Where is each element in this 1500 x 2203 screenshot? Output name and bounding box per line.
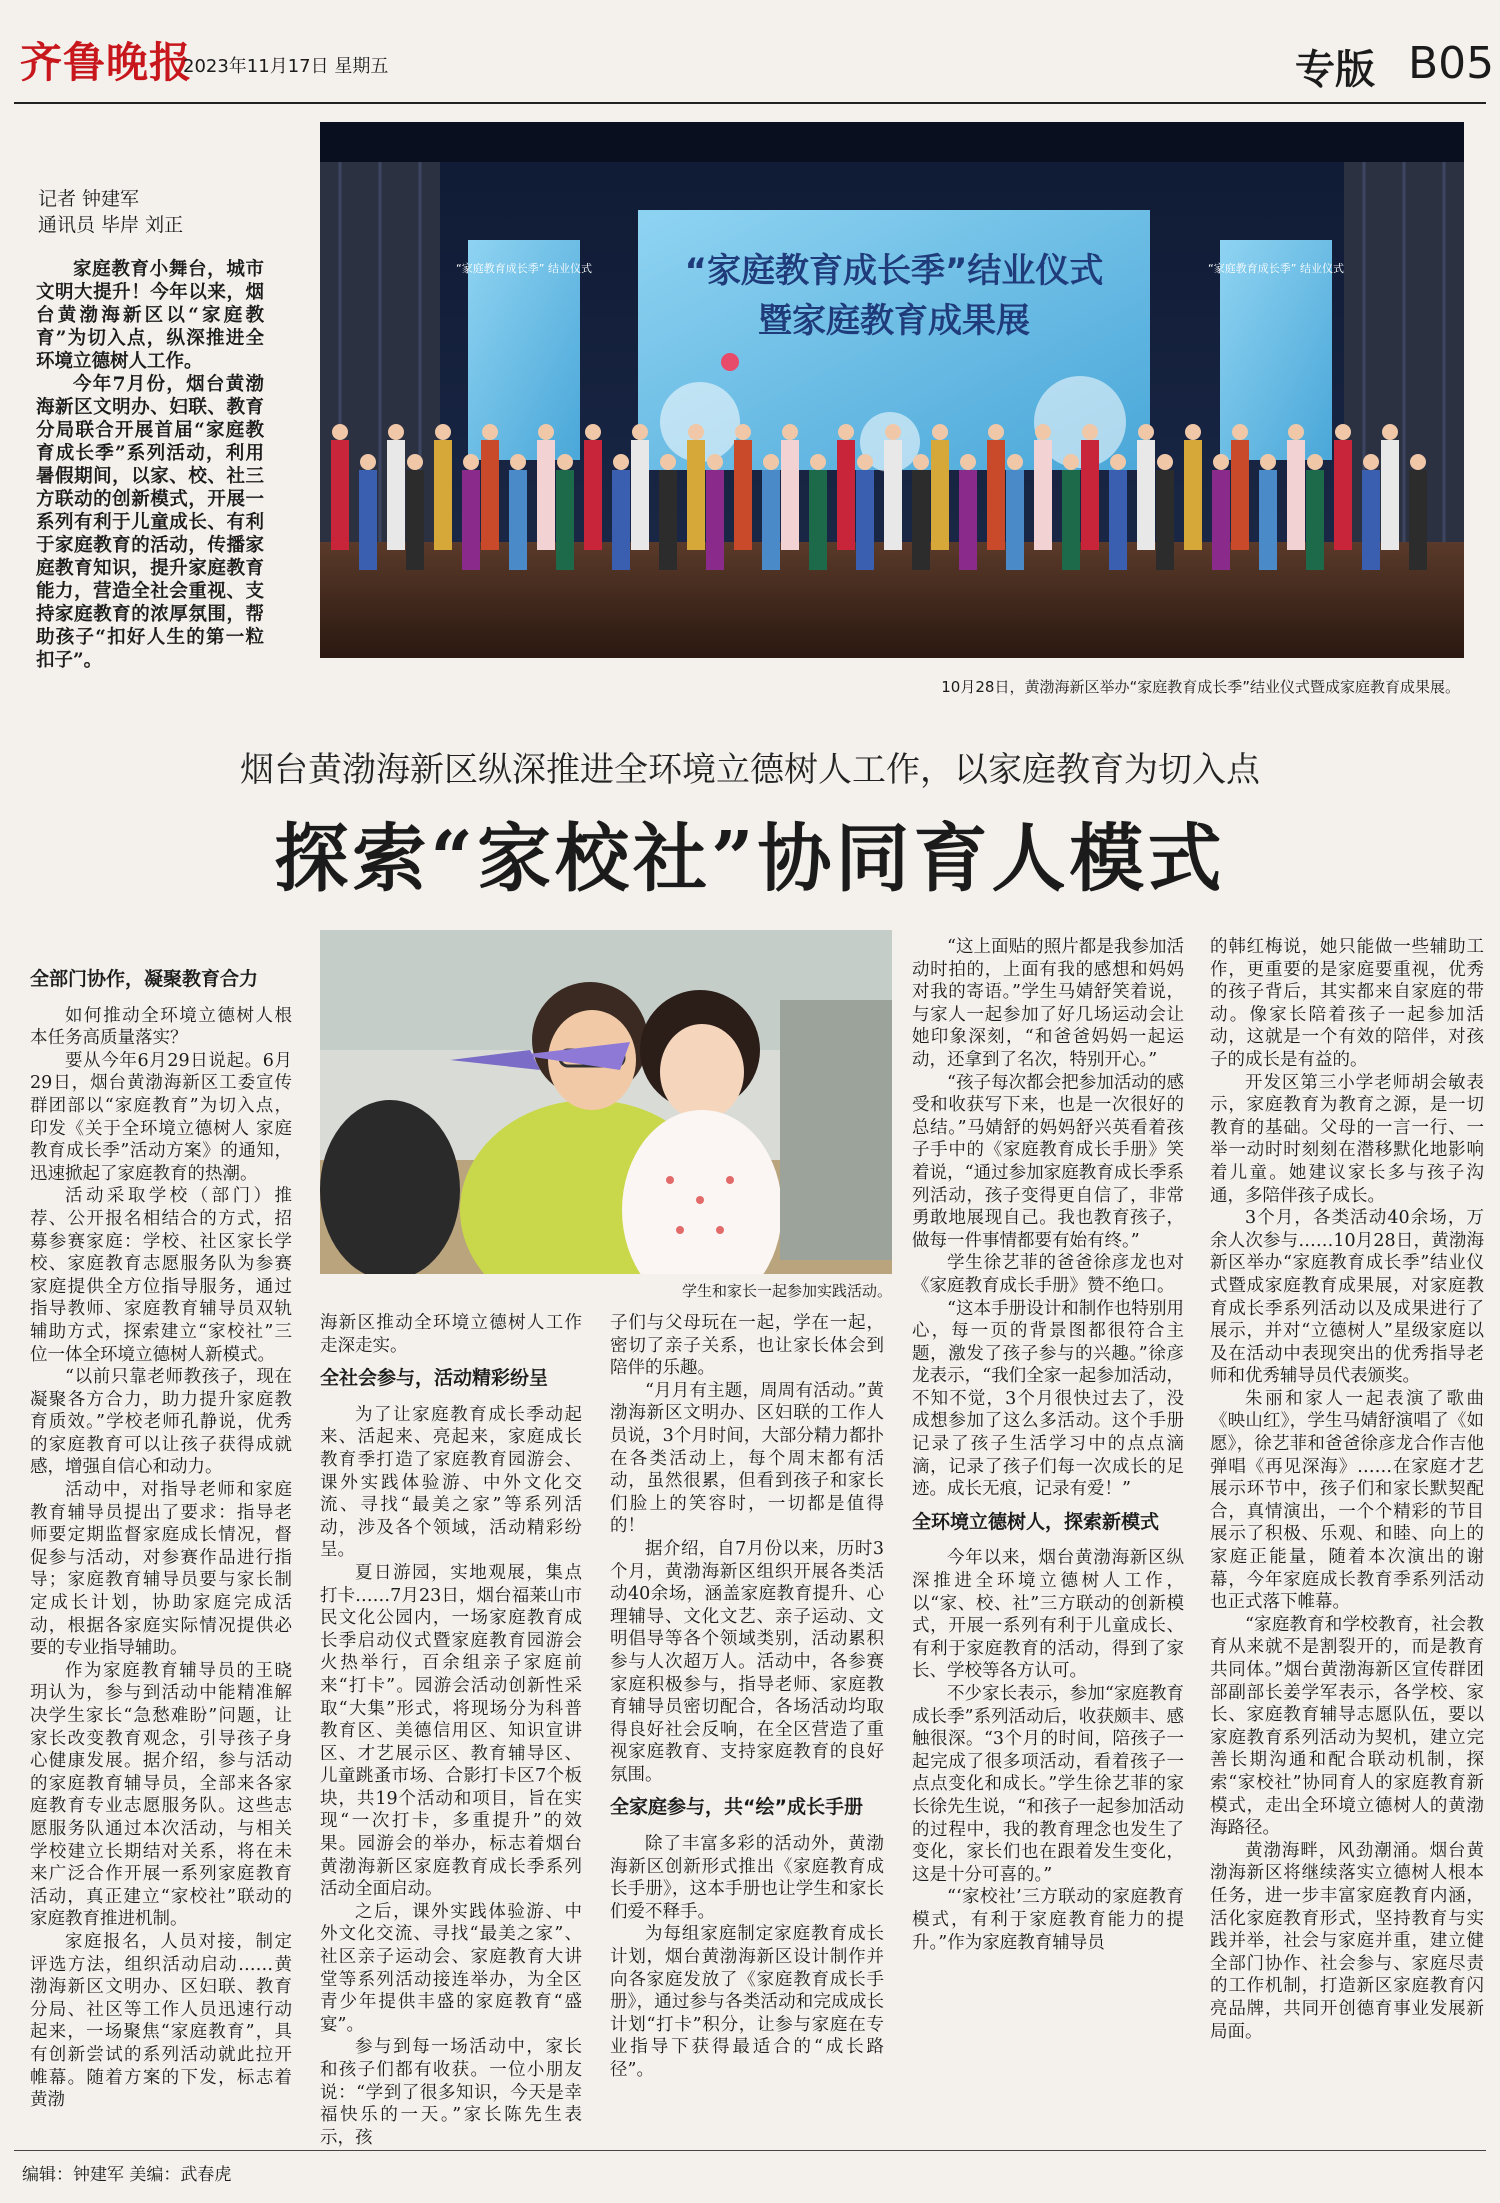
stage-person xyxy=(434,440,452,550)
stage-person xyxy=(659,470,677,570)
section-heading: 全环境立德树人，探索新模式 xyxy=(912,1510,1160,1533)
stage-person-head xyxy=(688,424,704,440)
section-heading: 全部门协作，凝聚教育合力 xyxy=(30,968,259,990)
stage-person xyxy=(781,440,799,550)
article-paragraph: 的韩红梅说，她只能做一些辅助工作，更重要的是家庭要重视，优秀的孩子背后，其实都来自家庭的带动。像家长陪着孩子一起参加活动，这就是一个有效的陪伴，对孩子的成长是有益的。 xyxy=(1210,937,1484,1070)
stage-person-head xyxy=(332,424,348,440)
article-paragraph: 除了丰富多彩的活动外，黄渤海新区创新形式推出《家庭教育成长手册》，这本手册也让学生和家长们爱不释手。 xyxy=(610,1834,884,1922)
side-screen-left: “家庭教育成长季” 结业仪式 xyxy=(456,262,592,275)
stage-person-head xyxy=(585,424,601,440)
stage-person-head xyxy=(360,454,376,470)
article-paragraph: 海新区推动全环境立德树人工作走深走实。 xyxy=(320,1313,582,1356)
stage-person xyxy=(1137,440,1155,550)
stage-person xyxy=(1231,440,1249,550)
byline xyxy=(38,186,183,238)
article-paragraph: “‘家校社’三方联动的家庭教育模式，有利于家庭教育能力的提升。”作为家庭教育辅导员 xyxy=(912,1887,1184,1953)
stage-person xyxy=(1334,440,1352,550)
stage-person-head xyxy=(707,454,723,470)
stage-person xyxy=(1006,470,1024,570)
article-paragraph: “这本手册设计和制作也特别用心，每一页的背景图都很符合主题，激发了孩子参与的兴趣。”徐彦龙表示，“我们全家一起参加活动，不知不觉，3个月很快过去了，没成想参加了这么多活动。这个手册记录了孩子生活学习中的点点滴滴，记录了孩子们每一次成长的足迹。成长无痕，记录有爱！” xyxy=(912,1298,1184,1500)
stage-person xyxy=(406,470,424,570)
stage-person xyxy=(1259,470,1277,570)
stage-person xyxy=(612,470,630,570)
stage-person-head xyxy=(1410,454,1426,470)
stage-person-head xyxy=(735,424,751,440)
article-paragraph: “以前只靠老师教孩子，现在凝聚各方合力，助力提升家庭教育质效。”学校老师孔静说，优秀的家庭教育可以让孩子获得成就感，增强自信心和动力。 xyxy=(30,1367,292,1478)
stage-person-head xyxy=(1288,424,1304,440)
article-paragraph: “孩子每次都会把参加活动的感受和收获写下来，也是一次很好的总结。”马婧舒的妈妈舒兴英看着孩子手中的《家庭教育成长手册》笑着说，“通过参加家庭教育成长季系列活动，孩子变得更自信了，非常勇敢地展现自己。我也教育孩子，做每一件事情都要有始有终。” xyxy=(912,1072,1184,1251)
article-paragraph: 朱丽和家人一起表演了歌曲《映山红》，学生马婧舒演唱了《如愿》，徐艺菲和爸爸徐彦龙合作吉他弹唱《再见深海》……在家庭才艺展示环节中，孩子们和家长默契配合，真情演出，一个个精彩的节目展示了积极、乐观、和睦、向上的家庭正能量，随着本次演出的谢幕，今年家庭成长教育季系列活动也正式落下帷幕。 xyxy=(1210,1388,1484,1613)
stage-person-head xyxy=(763,454,779,470)
stage-person xyxy=(931,440,949,550)
article-paragraph: 开发区第三小学老师胡会敏表示，家庭教育为教育之源，是一切教育的基础。父母的一言一行、一举一动时时刻刻在潜移默化地影响着儿童。她建议家长多与孩子沟通，多陪伴孩子成长。 xyxy=(1210,1072,1484,1206)
stage-person xyxy=(762,470,780,570)
stage-person xyxy=(959,470,977,570)
stage-person-head xyxy=(1138,424,1154,440)
activity-photo-caption: 学生和家长一起参加实践活动。 xyxy=(681,1282,892,1300)
stage-person xyxy=(537,440,555,550)
stage-person-head xyxy=(632,424,648,440)
editor-credits: 编辑：钟建军 美编：武春虎 xyxy=(22,2165,232,2185)
article-paragraph: 子们与父母玩在一起，学在一起，密切了亲子关系，也让家长体会到陪伴的乐趣。 xyxy=(610,1313,884,1379)
article-paragraph: 夏日游园，实地观展，集点打卡……7月23日，烟台福莱山市民文化公园内，一场家庭教育成长季启动仪式暨家庭教育园游会火热举行，百余组亲子家庭前来“打卡”。园游会活动创新性采取“大集”形式，将现场分为科普教育区、美德信用区、知识宣讲区、才艺展示区、教育辅导区、儿童跳蚤市场、合影打卡区7个板块，共19个活动和项目，旨在实现“一次打卡，多重提升”的效果。园游会的举办，标志着烟台黄渤海新区家庭教育成长季系列活动全面启动。 xyxy=(320,1562,582,1900)
ceremony-photo xyxy=(320,122,1464,658)
stage-person xyxy=(462,470,480,570)
stage-person-head xyxy=(1063,454,1079,470)
stage-person-head xyxy=(810,454,826,470)
article-paragraph: 参与到每一场活动中，家长和孩子们都有收获。一位小朋友说：“学到了很多知识，今天是幸福快乐的一天。”家长陈先生表示，孩 xyxy=(320,2037,582,2148)
section-label: 专版 xyxy=(1295,47,1375,93)
stage-person-head xyxy=(1035,424,1051,440)
stage-person-head xyxy=(435,424,451,440)
activity-photo xyxy=(320,930,892,1274)
article-column-5 xyxy=(1210,936,1484,2043)
article-paragraph: “这上面贴的照片都是我参加活动时拍的，上面有我的感想和妈妈对我的寄语。”学生马婧舒笑着说，与家人一起参加了好几场运动会让她印象深刻，“和爸爸妈妈一起运动，还拿到了名次，特别开心。” xyxy=(912,937,1184,1070)
issue-date: 2023年11月17日 星期五 xyxy=(183,56,389,77)
stage-person-head xyxy=(885,424,901,440)
stage-person xyxy=(1156,470,1174,570)
stage-person xyxy=(387,440,405,550)
byline-reporter: 记者 钟建军 xyxy=(38,188,140,210)
article-column-4 xyxy=(912,936,1184,1954)
stage-person-head xyxy=(482,424,498,440)
lead-paragraph: 今年7月份，烟台黄渤海新区文明办、妇联、教育分局联合开展首届“家庭教育成长季”系列活动，利用暑假期间，以家、校、社三方联动的创新模式，开展一系列有利于儿童成长、有利于家庭教育的活动，传播家庭教育知识，提升家庭教育能力，营造全社会重视、支持家庭教育的浓厚氛围，帮助孩子“扣好人生的第一粒扣子”。 xyxy=(36,374,264,671)
main-headline: 探索“家校社”协同育人模式 xyxy=(274,816,1226,902)
stage-person-head xyxy=(1110,454,1126,470)
article-paragraph: 作为家庭教育辅导员的王晓玥认为，参与到活动中能精准解决学生家长“急愁难盼”问题，让家长改变教育观念，引导孩子身心健康发展。据介绍，参与活动的家庭教育辅导员，全部来各家庭教育专业志愿服务队。这些志愿服务队通过本次活动，与相关学校建立长期结对关系，将在未来广泛合作开展一系列家庭教育活动，真正建立“家校社”联动的家庭教育推进机制。 xyxy=(30,1660,292,1930)
stage-person-head xyxy=(932,424,948,440)
stage-person xyxy=(359,470,377,570)
stage-person xyxy=(331,440,349,550)
article-paragraph: 活动中，对指导老师和家庭教育辅导员提出了要求：指导老师要定期监督家庭成长情况，督促参与活动，对参赛作品进行指导；家庭教育辅导员要与家长制定成长计划，协助家庭完成活动，根据各家庭实际情况提供必要的专业指导辅助。 xyxy=(30,1480,292,1659)
stage-person-head xyxy=(1335,424,1351,440)
article-paragraph: 黄渤海畔，风劲潮涌。烟台黄渤海新区将继续落实立德树人根本任务，进一步丰富家庭教育内涵，活化家庭教育形式，坚持教育与实践并举，社会与家庭并重，建立健全部门协作、社会参与、家庭尽责的工作机制，打造新区家庭教育闪亮品牌，共同开创德育事业发展新局面。 xyxy=(1210,1840,1484,2042)
stage-person-head xyxy=(1007,454,1023,470)
kicker-headline: 烟台黄渤海新区纵深推进全环境立德树人工作，以家庭教育为切入点 xyxy=(240,750,1260,790)
header-rule xyxy=(14,102,1486,104)
stage-person xyxy=(556,470,574,570)
section-heading: 全家庭参与，共“绘”成长手册 xyxy=(610,1796,863,1819)
stage-person-head xyxy=(1363,454,1379,470)
stage-person-head xyxy=(407,454,423,470)
lead-paragraphs xyxy=(36,258,264,672)
stage-person-head xyxy=(1307,454,1323,470)
side-screen-right: “家庭教育成长季” 结业仪式 xyxy=(1208,262,1344,275)
article-paragraph: 如何推动全环境立德树人根本任务高质量落实？ xyxy=(30,1005,292,1049)
stage-person xyxy=(809,470,827,570)
screen-title-line1: “家庭教育成长季”结业仪式 xyxy=(684,251,1104,291)
article-paragraph: 要从今年6月29日说起。6月29日，烟台黄渤海新区工委宣传群团部以“家庭教育”为切入点，印发《关于全环境立德树人 家庭教育成长季”活动方案》的通知，迅速掀起了家庭教育的热潮。 xyxy=(30,1050,292,1184)
page-number: B05 xyxy=(1408,38,1495,89)
stage-person xyxy=(912,470,930,570)
stage-person xyxy=(1409,470,1427,570)
stage-person xyxy=(1062,470,1080,570)
lead-paragraph: 家庭教育小舞台，城市文明大提升！今年以来，烟台黄渤海新区以“家庭教育”为切入点，纵深推进全环境立德树人工作。 xyxy=(36,259,264,372)
stage-person-head xyxy=(782,424,798,440)
stage-person-head xyxy=(1082,424,1098,440)
article-paragraph: 为每组家庭制定家庭教育成长计划，烟台黄渤海新区设计制作并向各家庭发放了《家庭教育成长手册》，通过参与各类活动和完成成长计划“打卡”积分，让参与家庭在专业指导下获得最适合的“成长路径”。 xyxy=(610,1924,884,2080)
stage-person-head xyxy=(613,454,629,470)
stage-person xyxy=(687,440,705,550)
stage-person-head xyxy=(1185,424,1201,440)
stage-person xyxy=(1362,470,1380,570)
stage-person-head xyxy=(1382,424,1398,440)
article-paragraph: 活动采取学校（部门）推荐、公开报名相结合的方式，招募参赛家庭：学校、社区家长学校、家庭教育志愿服务队为参赛家庭提供全方位指导服务，通过指导教师、家庭教育辅导员双轨辅助方式，探索建立“家校社”三位一体全环境立德树人新模式。 xyxy=(30,1186,292,1365)
stage-person-head xyxy=(557,454,573,470)
stage-person-head xyxy=(960,454,976,470)
stage-person xyxy=(734,440,752,550)
article-paragraph: 学生徐艺菲的爸爸徐彦龙也对《家庭教育成长手册》赞不绝口。 xyxy=(912,1253,1184,1296)
article-paragraph: 据介绍，自7月份以来，历时3个月，黄渤海新区组织开展各类活动40余场，涵盖家庭教育提升、心理辅导、文化文艺、亲子运动、文明倡导等各个领域类别，活动累积参与人次超万人。活动中，各参赛家庭积极参与，指导老师、家庭教育辅导员密切配合，各场活动均取得良好社会反响，在全区营造了重视家庭教育、支持家庭教育的良好氛围。 xyxy=(610,1538,884,1785)
stage-person xyxy=(856,470,874,570)
stage-person xyxy=(1287,440,1305,550)
article-column-3 xyxy=(610,1312,884,2082)
stage-person xyxy=(837,440,855,550)
stage-person-head xyxy=(538,424,554,440)
stage-person xyxy=(884,440,902,550)
article-paragraph: 为了让家庭教育成长季动起来、活起来、亮起来，家庭成长教育季打造了家庭教育园游会、课外实践体验游、中外文化交流、寻找“最美之家”等系列活动，涉及各个领域，活动精彩纷呈。 xyxy=(320,1404,582,1561)
stage-person xyxy=(481,440,499,550)
stage-person xyxy=(509,470,527,570)
stage-person xyxy=(1381,440,1399,550)
stage-person-head xyxy=(1232,424,1248,440)
article-column-2 xyxy=(320,1312,582,2149)
article-paragraph: 今年以来，烟台黄渤海新区纵深推进全环境立德树人工作，以“家、校、社”三方联动的创新模式，开展一系列有利于儿童成长、有利于家庭教育的活动，得到了家长、学校等各方认可。 xyxy=(912,1548,1184,1682)
article-paragraph: 之后，课外实践体验游、中外文化交流、寻找“最美之家”、社区亲子运动会、家庭教育大讲堂等系列活动接连举办，为全区青少年提供丰盛的家庭教育“盛宴”。 xyxy=(320,1901,582,2035)
stage-person-head xyxy=(463,454,479,470)
screen-title-line2: 暨家庭教育成果展 xyxy=(758,301,1030,341)
stage-person xyxy=(1034,440,1052,550)
article-paragraph: “家庭教育和学校教育，社会教育从来就不是割裂开的，而是教育共同体。”烟台黄渤海新区宣传群团部副部长姜学军表示，各学校、家长、家庭教育辅导志愿队伍，要以家庭教育系列活动为契机，建立完善长期沟通和配合联动机制，探索“家校社”协同育人的家庭教育新模式，走出全环境立德树人的黄渤海路径。 xyxy=(1210,1614,1484,1839)
stage-person-head xyxy=(988,424,1004,440)
stage-person-head xyxy=(1260,454,1276,470)
byline-correspondents: 通讯员 毕岸 刘正 xyxy=(38,214,184,236)
article-paragraph: 不少家长表示，参加“家庭教育成长季”系列活动后，收获颇丰、感触很深。“3个月的时间，陪孩子一起完成了很多项活动，看着孩子一点点变化和成长。”学生徐艺菲的家长徐先生说，“和孩子一起参加活动的过程中，我的教育理念也发生了变化，家长们也在跟着发生变化，这是十分可喜的。” xyxy=(912,1684,1184,1885)
stage-person xyxy=(706,470,724,570)
section-heading: 全社会参与，活动精彩纷呈 xyxy=(320,1367,549,1390)
stage-person-head xyxy=(388,424,404,440)
stage-person xyxy=(1109,470,1127,570)
stage-person-head xyxy=(838,424,854,440)
stage-person-head xyxy=(857,454,873,470)
footer-rule xyxy=(14,2150,1486,2151)
stage-person xyxy=(631,440,649,550)
article-paragraph: “月月有主题，周周有活动。”黄渤海新区文明办、区妇联的工作人员说，3个月时间，大部分精力都扑在各类活动上，每个周末都有活动，虽然很累，但看到孩子和家长们脸上的笑容时，一切都是值得的！ xyxy=(610,1380,884,1537)
newspaper-logo: 齐鲁晚报 xyxy=(20,38,193,87)
stage-person-head xyxy=(913,454,929,470)
stage-person-head xyxy=(1157,454,1173,470)
article-paragraph: 3个月，各类活动40余场，万余人次参与……10月28日，黄渤海新区举办“家庭教育成长季”结业仪式暨成家庭教育成果展，对家庭教育成长季系列活动以及成果进行了展示，并对“立德树人”星级家庭以及在活动中表现突出的优秀指导老师和优秀辅导员代表颁奖。 xyxy=(1210,1208,1484,1387)
stage-person-head xyxy=(660,454,676,470)
ceremony-photo-caption: 10月28日，黄渤海新区举办“家庭教育成长季”结业仪式暨成家庭教育成果展。 xyxy=(941,678,1460,696)
stage-person xyxy=(584,440,602,550)
stage-person xyxy=(1081,440,1099,550)
stage-person xyxy=(1212,470,1230,570)
article-paragraph: 家庭报名，人员对接，制定评选方法，组织活动启动……黄渤海新区文明办、区妇联、教育分局、社区等工作人员迅速行动起来，一场聚焦“家庭教育”，具有创新尝试的系列活动就此拉开帷幕。随着方案的下发，标志着黄渤 xyxy=(30,1931,292,2111)
stage-person-head xyxy=(510,454,526,470)
stage-person xyxy=(1184,440,1202,550)
stage-person-head xyxy=(1213,454,1229,470)
stage-person xyxy=(987,440,1005,550)
article-column-1 xyxy=(30,958,292,2112)
stage-person xyxy=(1306,470,1324,570)
